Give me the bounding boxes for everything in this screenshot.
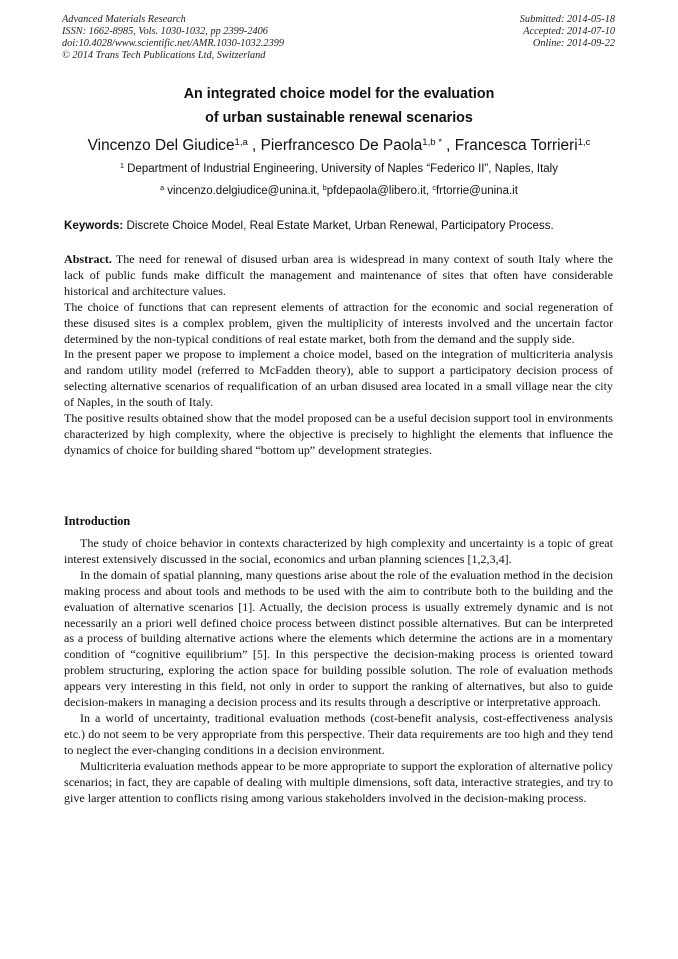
author-emails [0, 185, 678, 197]
author-name: Pierfrancesco De Paola [260, 137, 423, 154]
author-list [0, 137, 678, 155]
author-name: Vincenzo Del Giudice [87, 137, 235, 154]
email-superscript: a [160, 184, 165, 193]
author-superscript: 1,a [234, 136, 248, 148]
introduction-body [64, 536, 613, 806]
section-heading-introduction: Introduction [64, 514, 131, 528]
body-paragraph: In a world of uncertainty, traditional evaluation methods (cost-benefit analysis, cost-effectiveness analysis etc.) do not seem to be very appropriate from this perspective. Their data requirements are too high and they tend to neglect the ever-changing conditions in a decision environment. [64, 710, 613, 757]
author-separator: , [247, 137, 261, 154]
journal-issn: ISSN: 1662-8985, Vols. 1030-1032, pp 2399-2406 [62, 26, 268, 37]
email-superscript: c [432, 184, 436, 193]
email-link[interactable]: frtorrie@unina.it [435, 185, 518, 197]
email-link[interactable]: pfdepaola@libero.it, [326, 185, 433, 197]
submission-dates [520, 14, 615, 50]
abstract-paragraph: The positive results obtained show that the model proposed can be a useful decision support tool in environments characterized by high complexity, where the objective is precisely to highlight the elements that influence the dynamics of choice for building shared “bottom up” development strategies. [64, 411, 613, 457]
affiliation-superscript: 1 [120, 162, 124, 171]
journal-copyright: © 2014 Trans Tech Publications Ltd, Switzerland [62, 50, 266, 61]
abstract-text: The need for renewal of disused urban area is widespread in many context of south Italy where the lack of public funds make difficult the management and maintenance of sites that often have considerable historical and architecture values. [64, 252, 613, 298]
abstract [64, 252, 613, 459]
email-link[interactable]: vincenzo.delgiudice@unina.it, [164, 185, 323, 197]
abstract-paragraph [64, 252, 613, 300]
body-paragraph: In the domain of spatial planning, many questions arise about the role of the evaluation method in the decision making process and about tools and methods to be used with the aim to contribute both to the building and the evaluation of alternative scenarios [1]. Actually, the decision process is usually extremely dynamic and is not necessarily an a priori well defined choice process between distinct possible alternatives. But can be interpreted as a process of building alternative actions where the elements which determine the actions are in a momentary condition of “cognitive equilibrium” [5]. In this perspective the decision-making process is oriented toward problem structuring, exploring the action space for building possible solution. The role of evaluation methods appears very interesting in this field, not only in order to support the ranking of alternatives, but also to guide decision-makers in managing a decision process and its results through a descriptive or interpretative approach. [64, 567, 613, 710]
keywords-text: Discrete Choice Model, Real Estate Market, Urban Renewal, Participatory Process. [123, 219, 554, 232]
body-paragraph: The study of choice behavior in contexts characterized by high complexity and uncertainty is a topic of great interest extensively discussed in the social, economics and urban planning sciences [1,2,3,4]. [64, 536, 613, 566]
paper-title [0, 82, 678, 130]
author-separator: , [441, 137, 455, 154]
affiliation-text: Department of Industrial Engineering, University of Naples “Federico II”, Naples, Italy [123, 163, 558, 175]
journal-name: Advanced Materials Research [62, 14, 186, 25]
email-superscript: b [322, 184, 327, 193]
keywords [64, 219, 616, 232]
author-superscript: 1,c [577, 136, 591, 148]
title-line-1: An integrated choice model for the evaluation [183, 86, 495, 102]
abstract-paragraph: The choice of functions that can represent elements of attraction for the economic and social regeneration of these disused sites is a complex problem, given the multiplicity of interests involved and the uncertain factor determined by the non-typical conditions of real estate market, both from the demand and the supply side. [64, 299, 613, 346]
abstract-paragraph: In the present paper we propose to implement a choice model, based on the integration of multicriteria analysis and random utility model (referred to McFadden theory), able to support a participatory decision process of selecting alternative scenarios of requalification of an urban disused area located in a small village near the city of Naples, in the south of Italy. [64, 347, 613, 410]
journal-metadata [62, 14, 284, 62]
author-name: Francesca Torrieri [454, 137, 578, 154]
submitted-date: Submitted: 2014-05-18 [519, 14, 615, 25]
accepted-date: Accepted: 2014-07-10 [523, 26, 615, 37]
online-date: Online: 2014-09-22 [532, 38, 615, 49]
abstract-label: Abstract. [64, 252, 112, 266]
journal-doi[interactable]: doi:10.4028/www.scientific.net/AMR.1030-1032.2399 [62, 38, 285, 49]
body-paragraph: Multicriteria evaluation methods appear to be more appropriate to support the exploration of alternative policy scenarios; in fact, they are capable of dealing with multiple dimensions, soft data, interactive strategies, and try to give larger attention to conflicts rising among various stakeholders involved in the decision-making process. [64, 758, 613, 805]
author-superscript: 1,b * [422, 136, 442, 148]
keywords-label: Keywords: [64, 219, 124, 232]
title-line-2: of urban sustainable renewal scenarios [205, 110, 473, 126]
affiliation [0, 163, 678, 175]
